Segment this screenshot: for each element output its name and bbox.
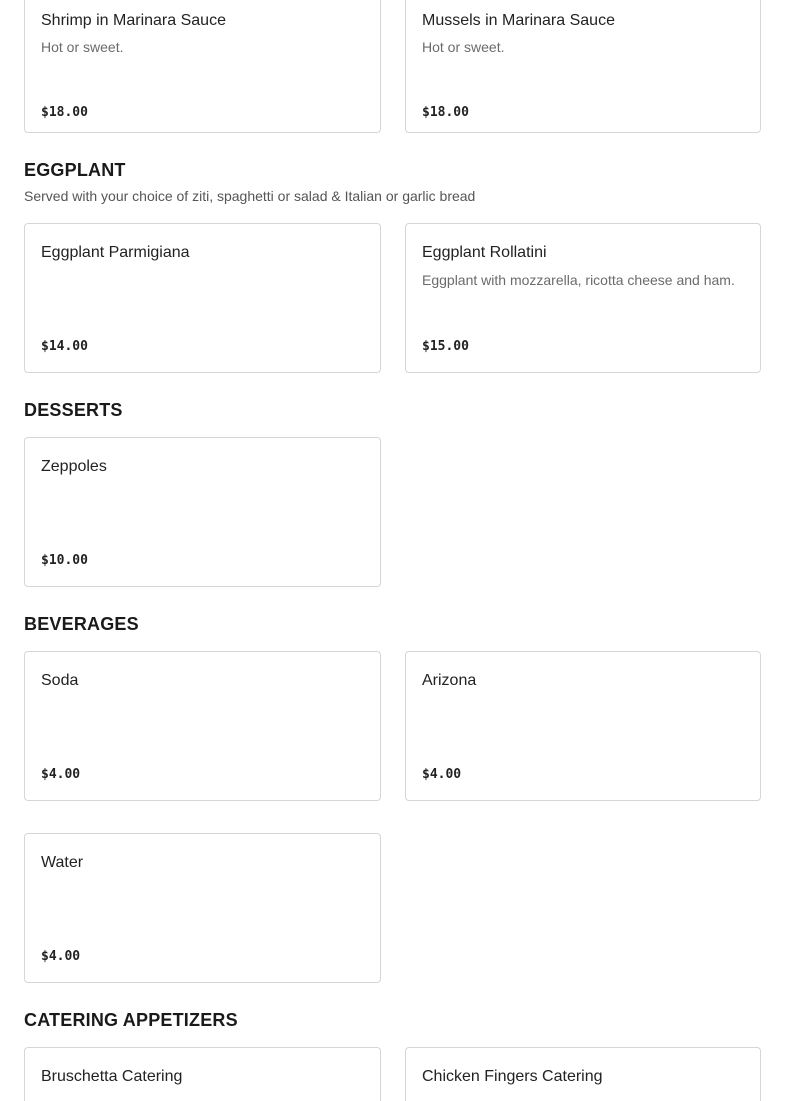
item-name: Mussels in Marinara Sauce <box>422 12 615 29</box>
item-description: Eggplant with mozzarella, ricotta cheese and ham. <box>422 272 735 288</box>
item-name: Soda <box>41 672 79 689</box>
menu-item-card[interactable] <box>405 651 761 801</box>
item-price: $10.00 <box>41 553 88 568</box>
item-name: Eggplant Parmigiana <box>41 244 190 261</box>
menu-item-card[interactable] <box>24 437 381 587</box>
item-price: $4.00 <box>41 949 81 964</box>
section-title-catering-appetizers: CATERING APPETIZERS <box>24 1010 238 1030</box>
item-description: Hot or sweet. <box>41 39 124 55</box>
item-price: $18.00 <box>41 105 88 120</box>
item-name: Bruschetta Catering <box>41 1068 183 1085</box>
menu-item-card[interactable] <box>405 0 761 133</box>
section-title-desserts: DESSERTS <box>24 400 123 420</box>
menu-item-card[interactable] <box>24 833 381 983</box>
menu-item-card[interactable] <box>24 223 381 373</box>
section-description-eggplant: Served with your choice of ziti, spaghetti or salad & Italian or garlic bread <box>24 188 476 204</box>
item-name: Shrimp in Marinara Sauce <box>41 12 226 29</box>
section-title-eggplant: EGGPLANT <box>24 160 126 180</box>
menu-item-card[interactable] <box>24 0 381 133</box>
item-description: Hot or sweet. <box>422 39 505 55</box>
item-name: Eggplant Rollatini <box>422 244 547 261</box>
item-name: Chicken Fingers Catering <box>422 1068 603 1085</box>
item-price: $4.00 <box>41 767 81 782</box>
item-price: $4.00 <box>422 767 462 782</box>
item-price: $15.00 <box>422 339 469 354</box>
section-title-beverages: BEVERAGES <box>24 614 139 634</box>
menu-item-card[interactable] <box>24 1047 381 1101</box>
menu-item-card[interactable] <box>24 651 381 801</box>
item-name: Water <box>41 854 84 871</box>
item-price: $14.00 <box>41 339 88 354</box>
item-name: Arizona <box>422 672 477 689</box>
item-price: $18.00 <box>422 105 469 120</box>
menu-item-card[interactable] <box>405 223 761 373</box>
menu-item-card[interactable] <box>405 1047 761 1101</box>
item-name: Zeppoles <box>41 458 107 475</box>
